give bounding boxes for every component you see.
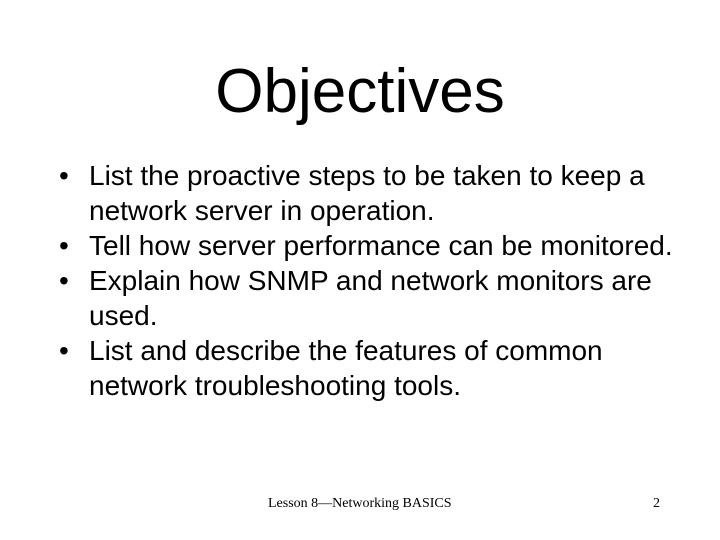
bullet-text: Explain how SNMP and network monitors are used.	[89, 265, 652, 331]
bullet-icon: •	[59, 265, 69, 296]
bullet-icon: •	[59, 230, 69, 261]
page-number: 2	[653, 496, 660, 511]
bullet-text: Tell how server performance can be monitored.	[89, 230, 673, 261]
bullet-icon: •	[59, 335, 69, 366]
bullet-text: List the proactive steps to be taken to keep a network server in operation.	[89, 160, 645, 226]
list-item	[59, 263, 679, 333]
objectives-list	[59, 158, 679, 403]
list-item	[59, 158, 679, 228]
list-item	[59, 228, 679, 263]
slide-footer: Lesson 8—Networking BASICS	[268, 496, 452, 511]
bullet-icon: •	[59, 160, 69, 191]
list-item	[59, 333, 679, 403]
slide-title: Objectives	[215, 57, 505, 126]
bullet-text: List and describe the features of common network troubleshooting tools.	[89, 335, 603, 401]
